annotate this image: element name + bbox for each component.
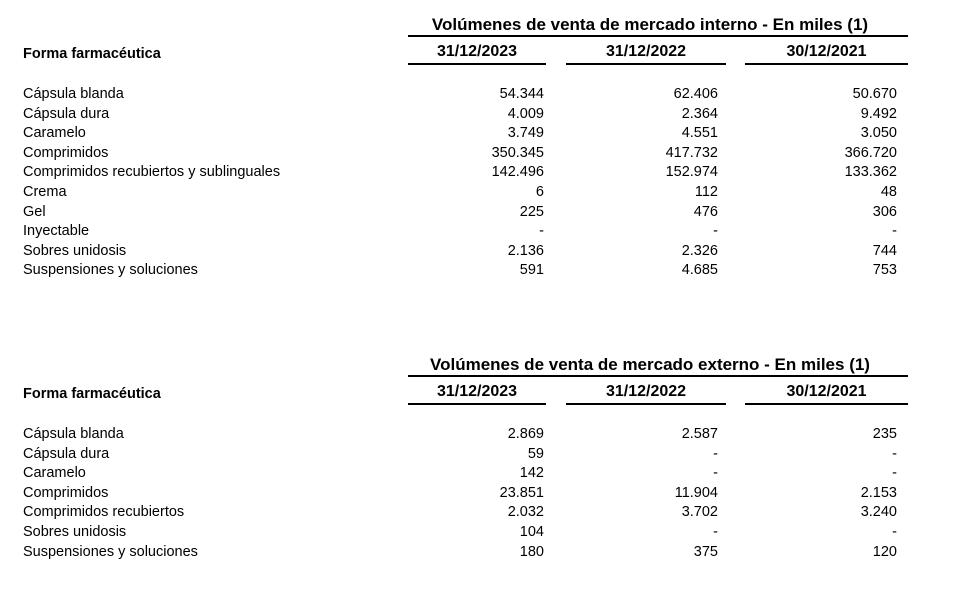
table-row — [0, 464, 964, 484]
table-cell: 476 — [693, 203, 718, 220]
table-cell: 3.749 — [507, 125, 544, 142]
table-cell: 104 — [519, 523, 544, 540]
table-cell: 112 — [694, 183, 718, 200]
table-cell: 2.032 — [507, 504, 544, 521]
table-cell: 591 — [519, 262, 544, 279]
row-label: Cápsula dura — [23, 105, 110, 122]
table-cell: 23.851 — [499, 484, 544, 501]
table-cell: 744 — [872, 242, 897, 259]
table-row — [0, 543, 964, 563]
column-underline — [408, 63, 546, 65]
row-label: Caramelo — [23, 465, 86, 482]
form-column-header: Forma farmacéutica — [23, 46, 161, 62]
table-cell: 6 — [535, 183, 544, 200]
table-row — [0, 144, 964, 164]
row-label: Caramelo — [23, 125, 86, 142]
table-cell: 3.702 — [681, 504, 718, 521]
row-label: Comprimidos recubiertos — [23, 504, 185, 521]
internal-rows — [0, 85, 964, 281]
table-row — [0, 445, 964, 465]
table-cell: 152.974 — [665, 164, 718, 181]
row-label: Crema — [23, 183, 67, 200]
row-label: Gel — [23, 203, 46, 220]
row-label: Suspensiones y soluciones — [23, 262, 198, 279]
row-label: Comprimidos — [23, 484, 109, 501]
column-underline — [745, 403, 908, 405]
table-row — [0, 85, 964, 105]
column-header-2023: 31/12/2023 — [436, 383, 518, 400]
table-cell: 375 — [693, 543, 718, 560]
table-row — [0, 105, 964, 125]
table-cell: 3.050 — [860, 125, 897, 142]
form-column-header: Forma farmacéutica — [23, 386, 161, 402]
table-cell: 2.153 — [860, 484, 897, 501]
row-label: Comprimidos recubiertos y sublinguales — [23, 164, 281, 181]
row-label: Cápsula dura — [23, 445, 110, 462]
row-label: Sobres unidosis — [23, 523, 127, 540]
column-header-2022: 31/12/2022 — [605, 383, 687, 400]
table-cell: 235 — [872, 426, 897, 442]
row-label: Inyectable — [23, 223, 90, 240]
table-cell: - — [892, 223, 897, 240]
external-rows — [0, 425, 964, 562]
column-header-2023: 31/12/2023 — [436, 43, 518, 60]
table-cell: 350.345 — [491, 144, 544, 161]
column-header-2022: 31/12/2022 — [605, 43, 687, 60]
table-row — [0, 203, 964, 223]
table-cell: 50.670 — [852, 86, 897, 102]
table-cell: 142 — [519, 465, 544, 482]
table-cell: - — [713, 523, 718, 540]
table-cell: 306 — [872, 203, 897, 220]
table-cell: 2.136 — [507, 242, 544, 259]
title-underline — [408, 375, 908, 377]
table-row — [0, 425, 964, 445]
table-row — [0, 124, 964, 144]
table-cell: 2.364 — [681, 105, 718, 122]
table-row — [0, 523, 964, 543]
row-label: Comprimidos — [23, 144, 109, 161]
table-cell: 225 — [519, 203, 544, 220]
column-header-2021: 30/12/2021 — [786, 383, 867, 400]
table-cell: 133.362 — [844, 164, 897, 181]
row-label: Suspensiones y soluciones — [23, 543, 198, 560]
table-cell: 2.587 — [681, 426, 718, 442]
column-underline — [566, 403, 726, 405]
table-cell: - — [892, 465, 897, 482]
external-table-title: Volúmenes de venta de mercado externo - En miles (1) — [430, 355, 870, 374]
title-underline — [408, 35, 908, 37]
table-cell: - — [713, 465, 718, 482]
table-cell: 2.869 — [507, 426, 544, 442]
column-underline — [566, 63, 726, 65]
table-cell: - — [892, 523, 897, 540]
table-cell: - — [539, 223, 544, 240]
table-cell: 4.009 — [507, 105, 544, 122]
table-row — [0, 242, 964, 262]
table-cell: 180 — [519, 543, 544, 560]
table-cell: 48 — [880, 183, 897, 200]
table-cell: 3.240 — [860, 504, 897, 521]
column-underline — [745, 63, 908, 65]
table-row — [0, 183, 964, 203]
column-underline — [408, 403, 546, 405]
table-cell: 62.406 — [673, 86, 718, 102]
table-cell: 59 — [527, 445, 544, 462]
table-cell: 54.344 — [499, 86, 544, 102]
row-label: Sobres unidosis — [23, 242, 127, 259]
table-row — [0, 163, 964, 183]
table-row — [0, 484, 964, 504]
column-header-2021: 30/12/2021 — [786, 43, 867, 60]
table-row — [0, 261, 964, 281]
table-cell: 4.551 — [681, 125, 718, 142]
table-cell: - — [892, 445, 897, 462]
table-row — [0, 222, 964, 242]
row-label: Cápsula blanda — [23, 86, 124, 102]
table-row — [0, 503, 964, 523]
table-cell: 4.685 — [681, 262, 718, 279]
table-cell: 2.326 — [681, 242, 718, 259]
table-cell: - — [713, 445, 718, 462]
table-cell: 366.720 — [844, 144, 897, 161]
table-cell: 9.492 — [860, 105, 897, 122]
table-cell: 417.732 — [665, 144, 718, 161]
row-label: Cápsula blanda — [23, 426, 124, 442]
table-cell: 120 — [872, 543, 897, 560]
table-cell: 142.496 — [491, 164, 544, 181]
table-cell: 753 — [872, 262, 897, 279]
table-cell: 11.904 — [674, 484, 718, 501]
internal-table-title: Volúmenes de venta de mercado interno - En miles (1) — [431, 15, 869, 34]
table-cell: - — [713, 223, 718, 240]
